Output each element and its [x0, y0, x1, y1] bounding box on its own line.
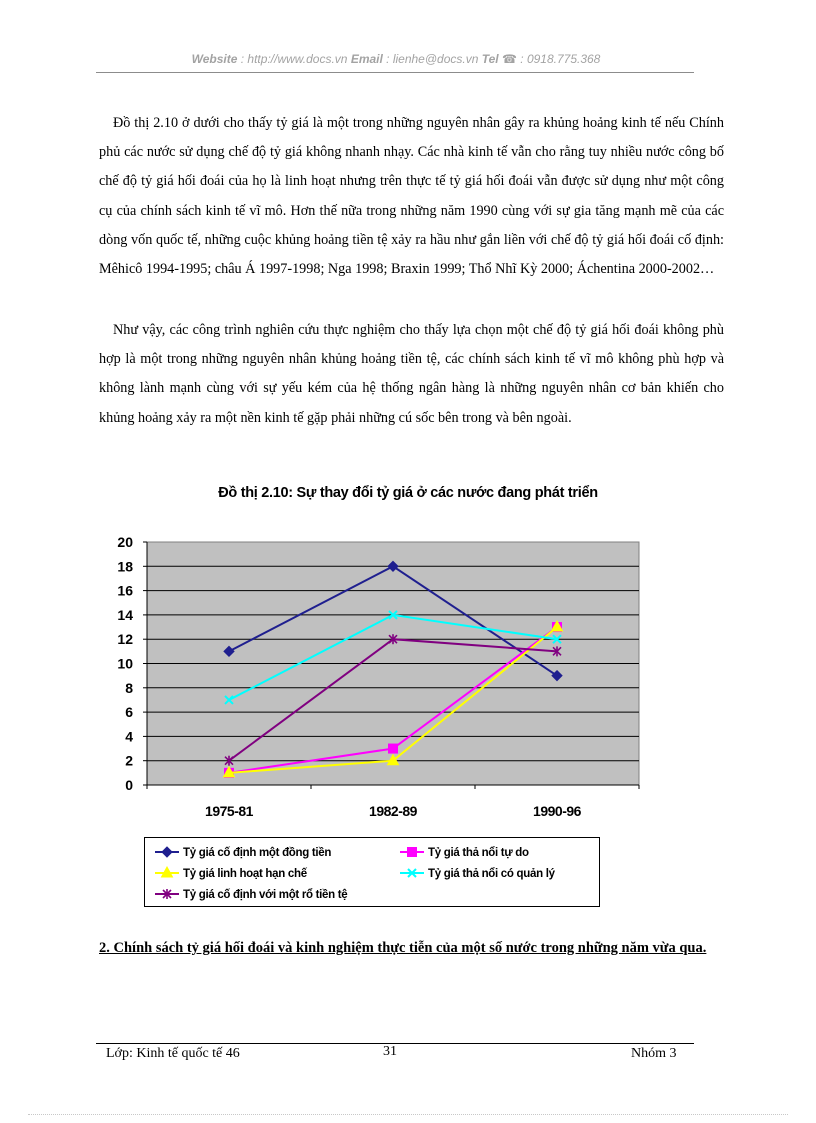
data-point-s2-2 — [389, 744, 398, 753]
y-tick-label: 8 — [125, 679, 133, 696]
legend-label-5: Tỷ giá cố định với một rổ tiền tệ — [183, 889, 348, 901]
y-tick-label: 4 — [125, 728, 133, 745]
chart-title: Đồ thị 2.10: Sự thay đổi tỷ giá ở các nước đang phát triển — [218, 485, 598, 501]
email-value: : lienhe@docs.vn — [382, 52, 482, 66]
website-label: Website — [191, 52, 238, 66]
footer-group-label: Nhóm 3 — [631, 1046, 677, 1061]
paragraph-1: Đồ thị 2.10 ở dưới cho thấy tỷ giá là một trong những nguyên nhân gây ra khủng hoảng kinh tế nếu Chính phủ các nước sử dụng chế độ tỷ giá không nhanh nhạy. Các nhà kinh tế vẫn cho rằng tuy nhiều nước công bố chế độ tỷ giá hối đoái của họ là linh hoạt nhưng trên thực tế tỷ giá hối đoái vẫn được sử dụng như một công cụ của chính sách kinh tế vĩ mô. Hơn thế nữa trong những năm 1990 cùng với sự gia tăng mạnh mẽ của các dòng vốn quốc tế, những cuộc khủng hoảng tiền tệ xảy ra hầu như gắn liền với chế độ tỷ giá hối đoái cố định: Mêhicô 1994-1995; châu Á 1997-1998; Nga 1998; Braxin 1999; Thổ Nhĩ Kỳ 2000; Áchentina 2000-2002… — [99, 115, 724, 278]
y-tick-label: 14 — [117, 606, 133, 623]
header-rule — [96, 72, 694, 73]
y-tick-label: 12 — [117, 631, 133, 648]
y-tick-label: 20 — [117, 534, 133, 550]
page-header — [96, 52, 696, 66]
website-value: : http://www.docs.vn — [237, 52, 351, 66]
paragraph-2: Như vậy, các công trình nghiên cứu thực nghiệm cho thấy lựa chọn một chế độ tỷ giá hối đoái không phù hợp là một trong những nguyên nhân khủng hoảng tiền tệ, các chính sách kinh tế vĩ mô không phù hợp và không lành mạnh cùng với sự yếu kém của hệ thống ngân hàng là những nguyên nhân cơ bản khiến cho khủng hoảng xảy ra một nền kinh tế gặp phải những cú sốc bên trong và bên ngoài. — [99, 322, 724, 426]
x-tick-label: 1990-96 — [533, 803, 581, 819]
y-tick-label: 10 — [117, 655, 133, 672]
line-chart — [100, 528, 640, 828]
legend-label-1: Tỷ giá cố định một đồng tiền — [183, 847, 332, 859]
y-tick-label: 16 — [117, 582, 133, 599]
phone-icon: ☎ — [501, 52, 517, 66]
legend-label-3: Tỷ giá linh hoạt hạn chế — [183, 868, 307, 880]
legend-label-4: Tỷ giá thả nổi có quản lý — [428, 868, 555, 880]
y-tick-label: 0 — [125, 777, 133, 793]
y-tick-label: 6 — [125, 704, 133, 721]
section-heading: 2. Chính sách tỷ giá hối đoái và kinh nghiệm thực tiễn của một số nước trong những năm vừa qua. — [99, 940, 707, 956]
chart-legend — [144, 837, 600, 907]
legend-label-2: Tỷ giá thả nổi tự do — [428, 847, 529, 859]
page-bottom-border — [28, 1114, 788, 1115]
tel-label: Tel — [481, 52, 499, 66]
legend-marker-2 — [408, 848, 417, 857]
footer-class-label: Lớp: Kinh tế quốc tế 46 — [106, 1046, 240, 1061]
y-tick-label: 18 — [117, 558, 133, 575]
y-tick-label: 2 — [125, 752, 133, 769]
x-tick-label: 1975-81 — [205, 803, 253, 819]
x-tick-label: 1982-89 — [369, 803, 417, 819]
email-label: Email — [350, 52, 383, 66]
page-number: 31 — [383, 1044, 397, 1059]
legend-marker-1 — [162, 847, 172, 857]
tel-value: : 0918.775.368 — [516, 52, 601, 66]
